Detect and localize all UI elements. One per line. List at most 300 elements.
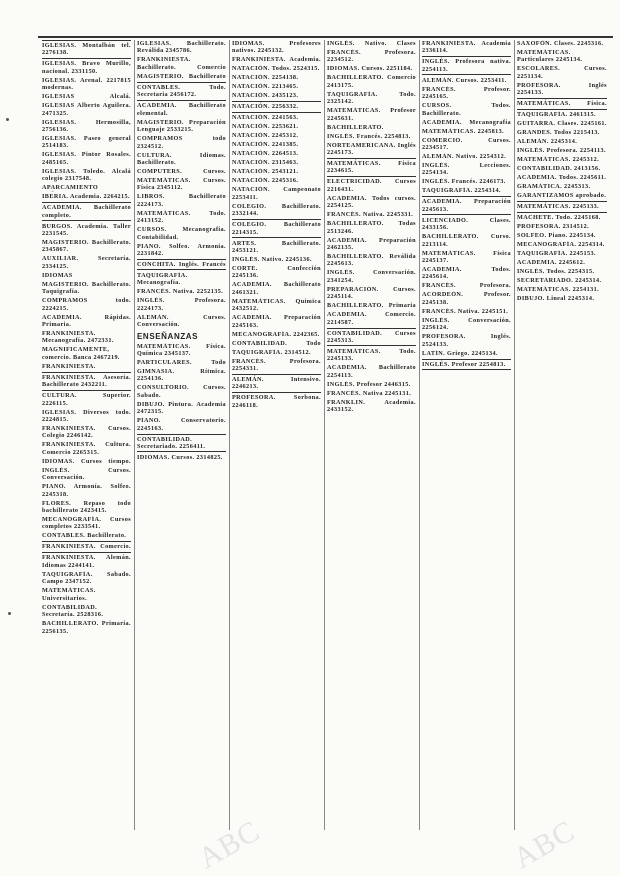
ad-text: MATEMÁTICAS. 2245813.	[422, 127, 505, 135]
ad-text: IGLESIAS. Hermosilla, 2756136.	[42, 118, 131, 134]
ad-text: IDIOMAS. Profesores nativos. 2245132.	[232, 40, 321, 55]
classified-ad	[232, 314, 321, 329]
classified-ad	[42, 93, 131, 100]
classified-ad	[42, 119, 131, 134]
ad-text: IGLESIAS. Montalbán tel. 2276138.	[42, 42, 131, 57]
classified-ad	[327, 381, 416, 388]
classified-ad	[327, 237, 416, 252]
classified-ad	[327, 253, 416, 268]
ad-text: INGLÉS. Nativo. Clases	[327, 40, 416, 47]
ad-text: COLEGIO. Bachillerato 2214315.	[232, 221, 321, 236]
ad-text: ACADEMIA. Preparación 2462135.	[327, 236, 416, 252]
ad-text: NATACIÓN. 2253621.	[232, 123, 299, 131]
ad-text: PARTICULARES. Todo	[137, 359, 226, 367]
classified-ad	[327, 211, 416, 218]
ad-text: INGLÉS. Cursos. Conversación.	[42, 466, 131, 482]
ad-text: IDIOMAS. Cursos tiempo.	[42, 457, 131, 465]
classified-ad	[422, 233, 511, 248]
classified-ad	[517, 98, 607, 109]
ad-text: ARTES. Bachillerato. 2453121.	[232, 239, 321, 254]
classified-ad	[422, 282, 511, 289]
classified-ad	[42, 392, 131, 407]
classified-ad	[327, 133, 416, 140]
ad-text: NATACIÓN. 2435123.	[232, 92, 299, 100]
classified-ad	[517, 259, 607, 266]
classified-ad	[232, 141, 321, 148]
classified-ad	[232, 394, 321, 409]
classified-ad	[232, 298, 321, 313]
classified-ad	[137, 102, 226, 117]
ad-text: ACADEMIA. Preparación 2245613.	[422, 198, 511, 213]
ad-text: IGLESIAS. Diversos todo. 2224815.	[42, 408, 131, 424]
classified-ad	[42, 314, 131, 329]
classified-ad	[232, 123, 321, 130]
ad-text: APARCAMIENTO	[42, 184, 99, 192]
ad-text: FRANKINIESTA. Asesoría. Bachillerato 2432211.	[42, 373, 131, 389]
ad-text: BACHILLERATO. Primaria. 2256135.	[42, 620, 131, 635]
ad-text: IGLESIAS. Pintor Rosales. 2485165.	[42, 151, 131, 166]
classified-ad	[232, 40, 321, 55]
classified-ad	[137, 226, 226, 241]
classified-ad	[137, 135, 226, 150]
ad-text: ACADEMIA. Todos cursos. 2254125.	[327, 194, 416, 210]
scan-speck	[8, 612, 11, 615]
classified-ad	[422, 119, 511, 126]
ad-text: FRANKINIESTA. Comercio.	[42, 543, 131, 551]
classified-ad	[137, 454, 226, 461]
ad-text: NATACIÓN. 2213465.	[232, 83, 299, 91]
classified-ad	[327, 195, 416, 210]
ad-text: GUITARRA. Clases. 2245161.	[517, 120, 607, 128]
classified-ad	[517, 286, 607, 293]
ad-text: CORTE. Confección 2245136.	[232, 264, 321, 280]
classified-ad	[42, 409, 131, 424]
classified-ad	[232, 114, 321, 121]
ad-text: ALEMÁN. 2245314.	[517, 138, 578, 146]
classified-ad	[422, 128, 511, 135]
ad-text: IGLESIAS. Bachillerato. Reválida 2345786.	[137, 40, 226, 55]
classified-ad	[422, 196, 511, 215]
classified-ad	[42, 372, 131, 391]
classified-ad	[137, 314, 226, 329]
classified-ad	[422, 102, 511, 117]
ad-text: LIBROS. Bachillerato 2224173.	[137, 193, 226, 208]
classified-ad	[42, 604, 131, 619]
classified-ad	[327, 158, 416, 177]
ad-text: MATEMÁTICAS. 2254131.	[517, 286, 600, 294]
ad-text: MATEMÁTICAS. Universitarios.	[42, 587, 96, 602]
classified-ad	[42, 425, 131, 440]
ad-text: IGLESIAS. Arenal. 2217815 modernas.	[42, 76, 131, 92]
classified-ad	[422, 250, 511, 265]
ad-text: IGLESIAS Alberto Aguilera. 2471325.	[42, 102, 131, 117]
ad-text: BURGOS. Academia. Taller 2231545.	[42, 222, 131, 238]
ad-text: FRANCÉS. Nativa 2245131.	[327, 389, 412, 397]
classified-ad	[42, 458, 131, 465]
ad-text: COLEGIO. Bachillerato. 2332144.	[232, 202, 321, 218]
classified-ad	[517, 277, 607, 284]
ad-text: INGLÉS. Profesor 2446315.	[327, 380, 411, 388]
ad-text: BACHILLERATO. Curso. 2213114.	[422, 233, 511, 248]
ad-text: MAGISTERIO. Bachillerato	[137, 73, 226, 80]
ad-text: MATEMÁTICAS. Física.	[517, 100, 607, 108]
classified-ad	[422, 77, 511, 84]
ad-text: INGLÉS. Conversación. 2256124.	[422, 316, 511, 332]
ad-text: INGLÉS. Nativo. 2245136.	[232, 255, 312, 263]
ad-text: INGLÉS. Profesora nativa. 2254113.	[422, 58, 511, 73]
classified-ad	[517, 295, 607, 302]
ad-text: ACADEMIA. Bachillerato elemental.	[137, 102, 226, 117]
ad-text: CONTABILIDAD. Secretariado. 2256411.	[137, 435, 206, 451]
ad-text: FRANKINIESTA. Alemán. Idiomas 2244141.	[42, 554, 131, 569]
ad-text: IGLESIAS Alcalá.	[42, 93, 131, 101]
ad-text: INGLÉS. Profesora. 2254113.	[517, 147, 606, 155]
classified-ad	[42, 135, 131, 150]
ad-text: TAQUIGRAFÍA. 2314512.	[232, 348, 311, 356]
ad-text: FRANCÉS. Nativa. 2245331.	[327, 211, 414, 219]
classified-ad	[42, 40, 131, 59]
classified-ad	[137, 56, 226, 71]
classified-ad	[422, 187, 511, 194]
ad-text: CULTURA. Superior. 2226115.	[42, 392, 131, 407]
ad-text: ACADEMIA. Todos. 2245614.	[422, 266, 511, 281]
ad-text: FRANCÉS. Nativa. 2252135.	[137, 288, 224, 296]
ad-text: BACHILLERATO. Comercio 2413175.	[327, 74, 416, 89]
ad-text: INGLÉS. Lecciones. 2254134.	[422, 162, 511, 177]
classified-ad	[422, 56, 511, 75]
ad-text: INGLÉS. Profesora. 2224173.	[137, 297, 226, 312]
ad-text: TAQUIGRAFÍA. Sabado. Campo 2347152.	[42, 570, 131, 586]
ad-text: CONCHITA. Inglés. Francés	[137, 261, 226, 269]
ad-text: CULTURA. Idiomas. Bachillerato.	[137, 151, 226, 167]
classified-ad	[137, 288, 226, 295]
classified-ad	[232, 101, 321, 112]
classified-ad	[422, 266, 511, 281]
ad-text: MATEMÁTICAS. Profesor 2245631.	[327, 107, 416, 122]
ad-text: PIANO. Conservatorio. 2245163.	[137, 417, 226, 432]
ad-text: NATACIÓN. 2241385.	[232, 141, 299, 149]
classified-ad	[327, 40, 416, 47]
classified-ad	[422, 217, 511, 232]
section-heading: ENSEÑANZAS	[137, 331, 199, 341]
classified-ad	[42, 77, 131, 92]
ad-text: ACADEMIA. Bachillerato 2461321.	[232, 281, 321, 296]
ad-text: IDIOMAS	[42, 271, 73, 279]
classified-ad	[42, 541, 131, 552]
classified-ad	[517, 241, 607, 248]
ad-text: CONTABILIDAD. Cursos 2245313.	[327, 329, 416, 345]
ad-text: SOLFEO. Piano. 2245134.	[517, 232, 596, 240]
ad-text: ESCOLARES. Cursos. 2251134.	[517, 65, 607, 80]
classified-ad	[232, 256, 321, 263]
ad-text: MECANOGRAFÍA. Cursos completos 2233541.	[42, 516, 131, 531]
ad-text: MECANOGRAFÍA. 2254314.	[517, 241, 605, 249]
ad-text: PIANO. Solfeo. Armonía. 2231842.	[137, 242, 226, 258]
ad-text: INGLÉS. Francés. 2246173.	[422, 178, 506, 186]
classified-ad	[42, 151, 131, 166]
ad-text: FRANCÉS. Profesor. 2245165.	[422, 85, 511, 101]
ad-text: TAQUIGRAFÍA. 2245153.	[517, 250, 596, 258]
classified-ad	[517, 156, 607, 163]
classified-ad	[42, 297, 131, 312]
ad-text: CONTABILIDAD. Secretaría. 2528316.	[42, 603, 104, 619]
ad-text: BACHILLERATO.	[327, 123, 384, 131]
classified-ad	[42, 467, 131, 482]
ad-text: FRANKLIN. Academia. 2433152.	[327, 398, 416, 414]
classified-ad	[137, 417, 226, 432]
classified-ad	[422, 153, 511, 160]
classified-ad	[42, 281, 131, 296]
column-3	[230, 40, 325, 830]
classified-ad	[137, 152, 226, 167]
column-2	[135, 40, 230, 830]
classified-ad	[327, 286, 416, 301]
ad-text: ACORDEÓN. Profesor. 2245138.	[422, 291, 511, 306]
classified-ad	[232, 92, 321, 99]
ad-text: DIBUJO. Pintura. Academia 2472315.	[137, 400, 226, 416]
classified-ad	[517, 250, 607, 257]
classified-ad	[137, 368, 226, 383]
classified-ad	[327, 178, 416, 193]
ad-text: ACADEMIA. Mecanografía	[422, 118, 511, 126]
classified-ad	[517, 223, 607, 230]
classified-ad	[232, 186, 321, 201]
ad-text: GIMNASIA. Rítmica. 2254136.	[137, 368, 226, 383]
classified-ad	[232, 56, 321, 63]
ad-text: NATACIÓN. 2245312.	[232, 132, 299, 140]
ad-text: BACHILLERATO. Todas 2513246.	[327, 220, 416, 235]
classified-ad	[232, 65, 321, 72]
classified-ad	[232, 168, 321, 175]
ad-text: ACADEMIA. Bachillerato 2254113.	[327, 364, 416, 379]
classified-ad	[422, 308, 511, 315]
classified-ad	[137, 82, 226, 101]
ad-text: MAGNIFICAMENTE, comercio. Banca 2467219.	[42, 346, 120, 361]
classified-ad	[137, 243, 226, 258]
ad-text: ACADEMIA. Bachillerato completo.	[42, 204, 131, 219]
classified-ad	[327, 91, 416, 106]
classified-ad	[137, 343, 226, 358]
ad-text: MATEMÁTICAS. Cursos. Física 2345112.	[137, 177, 226, 192]
classified-ad	[42, 554, 131, 569]
ad-text: TAQUIGRAFÍA. Mecanografía.	[137, 272, 188, 287]
classified-ad	[517, 174, 607, 181]
ad-text: ACADEMIA. Rápidas. Primaria.	[42, 313, 131, 329]
ad-text: MECANOGRAFÍA. 2242365.	[232, 330, 320, 338]
classified-ad	[327, 311, 416, 326]
ad-text: MAGISTERIO. Preparación Lenguaje 2533215.	[137, 118, 226, 134]
classified-ad	[137, 359, 226, 366]
ad-text: PREPARACIÓN. Cursos. 2245114.	[327, 285, 416, 301]
ad-text: IGLESIAS. Toledo. Alcalá colegio 2317548.	[42, 167, 131, 183]
scan-speck	[6, 118, 9, 121]
classified-ad	[137, 168, 226, 175]
classified-columns	[40, 40, 614, 830]
classified-ad	[137, 297, 226, 312]
ad-text: NATACIÓN. Campeonato 2253411.	[232, 186, 321, 201]
ad-text: CURSOS. Mecanografía. Contabilidad.	[137, 226, 226, 241]
ad-text: MATEMÁTICAS. 2245133.	[517, 203, 600, 211]
classified-ad	[517, 268, 607, 275]
classified-ad	[42, 620, 131, 635]
ad-text: LICENCIADO. Clases. 2433156.	[422, 216, 511, 232]
ad-text: ACADEMIA. Preparación 2245163.	[232, 314, 321, 329]
classified-ad	[232, 132, 321, 139]
classified-ad	[327, 399, 416, 414]
classified-ad	[232, 358, 321, 373]
ad-text: MATEMÁTICAS. Todo. 2245133.	[327, 348, 416, 363]
ad-text: COMPUTERS. Cursos.	[137, 168, 226, 176]
classified-ad	[517, 40, 607, 47]
classified-ad	[42, 223, 131, 238]
classified-ad	[327, 124, 416, 131]
classified-ad	[137, 40, 226, 55]
ad-text: NATACIÓN. 2315463.	[232, 159, 299, 167]
ad-text: IBERIA. Academia. 2264215.	[42, 193, 130, 201]
ad-text: MACHETE. Todo. 2245168.	[517, 214, 601, 222]
classified-ad	[422, 162, 511, 177]
classified-ad	[517, 111, 607, 118]
classified-ad	[232, 265, 321, 280]
ad-text: IGLESIAS. Paseo general 2514183.	[42, 135, 131, 150]
classified-ad	[517, 192, 607, 199]
ad-text: PROFESORA. Sorbona. 2246118.	[232, 394, 321, 409]
classified-ad	[327, 328, 416, 347]
classified-ad	[42, 532, 131, 539]
ad-text: FRANKINIESTA. Academia 2336114.	[422, 40, 511, 55]
abc-watermark-left: ABC	[193, 814, 266, 876]
ad-text: NATACIÓN. 2254138.	[232, 74, 299, 82]
classified-ad	[517, 183, 607, 190]
classified-ad	[42, 168, 131, 183]
column-5	[420, 40, 515, 830]
ad-text: NATACIÓN. 2264513.	[232, 150, 299, 158]
classified-ad	[42, 441, 131, 456]
ad-text: CONSULTORIO. Cursos. Sabado.	[137, 384, 226, 399]
ad-text: CONTABLES. Bachillerato.	[42, 532, 127, 540]
classified-ad	[517, 232, 607, 239]
classified-ad	[517, 147, 607, 154]
ad-text: COMPRAMOS todo 2324512.	[137, 135, 226, 150]
classified-ad	[422, 40, 511, 55]
classified-ad	[42, 483, 131, 498]
ad-text: DIBUJO. Lineal 2245314.	[517, 295, 595, 303]
classified-ad	[422, 359, 511, 370]
column-4	[325, 40, 420, 830]
classified-ad	[327, 390, 416, 397]
ad-text: INGLÉS. Francés. 2254813.	[327, 132, 411, 140]
ad-text: ACADEMIA. Comercio. 2214587.	[327, 311, 416, 326]
ad-text: MATEMÁTICAS. Todo. 2413152.	[137, 209, 226, 225]
classified-ad	[137, 193, 226, 208]
ad-text: ALEMÁN. Cursos. 2253411.	[422, 76, 507, 84]
ad-text: ALEMÁN. Cursos. Conversación.	[137, 313, 226, 329]
ad-text: MATEMÁTICAS. Física. Química 2345137.	[137, 342, 226, 358]
ad-text: PIANO. Armonía. Solfeo. 2245318.	[42, 483, 131, 498]
ad-text: NATACIÓN. 2245316.	[232, 177, 299, 185]
ad-text: FRANCÉS. Profesora.	[422, 282, 511, 290]
classified-ad	[422, 333, 511, 348]
classified-ad	[422, 350, 511, 357]
classified-ad	[137, 73, 226, 80]
ad-text: FRANCÉS. Nativa. 2245151.	[422, 307, 509, 315]
classified-ad	[517, 165, 607, 172]
classified-ad	[42, 363, 131, 370]
ad-text: INGLÉS. Profesor 2254813.	[422, 360, 506, 368]
column-6	[515, 40, 610, 830]
classified-ad	[137, 401, 226, 416]
classified-ad	[42, 202, 131, 221]
classified-ad	[327, 364, 416, 379]
ad-text: MAGISTERIO. Bachillerato. 2345867.	[42, 239, 131, 254]
classified-ad	[327, 220, 416, 235]
ad-text: LATÍN. Griego. 2245134.	[422, 349, 498, 357]
classified-ad	[517, 138, 607, 145]
ad-text: COMPRAMOS todo. 2224215.	[42, 297, 131, 312]
classified-ad	[137, 210, 226, 225]
column-1	[40, 40, 135, 830]
classified-ad	[327, 269, 416, 284]
classified-ad	[422, 317, 511, 332]
ad-text: MATEMÁTICAS. Física 2234615.	[327, 160, 416, 175]
ad-text: NATACIÓN. 2543121.	[232, 168, 299, 176]
classified-ad	[42, 60, 131, 75]
ad-text: CONTABILIDAD. 2413156.	[517, 165, 601, 173]
ad-text: TAQUIGRAFÍA. 2254314.	[422, 187, 501, 195]
ad-text: MATEMÁTICAS. Química 2432512.	[232, 297, 321, 313]
classified-ad	[137, 259, 226, 270]
classified-ad	[232, 331, 321, 338]
ad-text: PROFESORA. Inglés 2254133.	[517, 81, 607, 97]
ad-text: NATACIÓN. Todos. 2524315.	[232, 65, 320, 73]
ad-text: TAQUIGRAFÍA. 2461315.	[517, 111, 596, 119]
classified-ad	[327, 49, 416, 64]
classified-ad	[517, 82, 607, 97]
classified-ad	[137, 177, 226, 192]
classified-ad	[517, 201, 607, 212]
classified-ad	[327, 302, 416, 309]
ad-text: FRANKINIESTA. Cursos. Colegio 2246142.	[42, 425, 131, 440]
ad-text: ALEMÁN. Intensivo. 2246213.	[232, 375, 321, 391]
classified-ad	[137, 272, 226, 287]
ad-text: PROFESORA. 2314512.	[517, 223, 590, 231]
classified-ad	[232, 74, 321, 81]
classified-ad	[42, 571, 131, 586]
classified-ad	[517, 214, 607, 221]
classified-ad	[42, 255, 131, 270]
classified-ad	[232, 159, 321, 166]
ad-text: CONTABILIDAD. Todo	[232, 339, 321, 347]
classified-ad	[422, 291, 511, 306]
classified-ad	[517, 129, 607, 136]
ad-text: INGLÉS. Todos. 2254315.	[517, 268, 595, 276]
ad-text: INGLÉS. Conversación. 2341254.	[327, 269, 416, 284]
classified-ad	[422, 86, 511, 101]
classified-ad	[327, 107, 416, 122]
classified-ad	[327, 65, 416, 72]
ad-text: IGLESIAS. Bravo Murillo, nacional. 2331150.	[42, 60, 131, 75]
classified-ad	[422, 137, 511, 152]
ad-text: NATACIÓN. 2241563.	[232, 114, 299, 122]
ad-text: ALEMÁN. Nativo. 2254312.	[422, 153, 507, 161]
classified-ad	[517, 120, 607, 127]
ad-text: ELECTRICIDAD. Cursos 2216431.	[327, 178, 416, 193]
classified-ad	[42, 239, 131, 254]
ad-text: FRANKINIESTA.	[42, 362, 96, 370]
ad-text: COMERCIO. Cursos. 2234517.	[422, 136, 511, 152]
classified-ad	[42, 587, 131, 602]
ad-text: GARANTIZAMOS aprobado.	[517, 192, 607, 200]
